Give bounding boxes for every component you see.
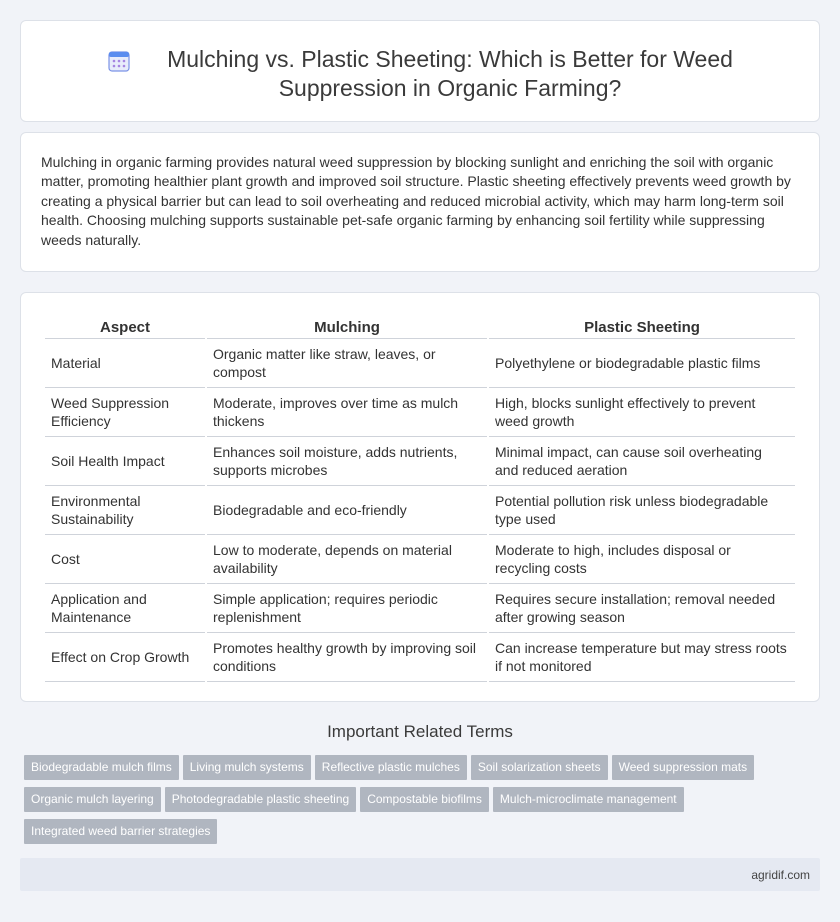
cell-mulching: Biodegradable and eco-friendly bbox=[207, 486, 487, 535]
related-term-tag[interactable]: Living mulch systems bbox=[183, 755, 311, 780]
cell-plastic: High, blocks sunlight effectively to prevent weed growth bbox=[489, 388, 795, 437]
cell-mulching: Moderate, improves over time as mulch thickens bbox=[207, 388, 487, 437]
related-term-tag[interactable]: Soil solarization sheets bbox=[471, 755, 608, 780]
table-row bbox=[45, 339, 795, 388]
related-term-tag[interactable]: Integrated weed barrier strategies bbox=[24, 819, 217, 844]
table-row bbox=[45, 486, 795, 535]
cell-plastic: Moderate to high, includes disposal or recycling costs bbox=[489, 535, 795, 584]
cell-plastic: Polyethylene or biodegradable plastic films bbox=[489, 339, 795, 388]
footer-site-link[interactable]: agridif.com bbox=[751, 868, 810, 882]
cell-mulching: Organic matter like straw, leaves, or compost bbox=[207, 339, 487, 388]
footer bbox=[20, 858, 820, 891]
related-terms-list bbox=[24, 755, 814, 851]
cell-aspect: Effect on Crop Growth bbox=[45, 633, 205, 682]
comparison-table bbox=[43, 313, 797, 682]
cell-aspect: Soil Health Impact bbox=[45, 437, 205, 486]
cell-mulching: Low to moderate, depends on material availability bbox=[207, 535, 487, 584]
related-term-tag[interactable]: Weed suppression mats bbox=[612, 755, 755, 780]
page-title: Mulching vs. Plastic Sheeting: Which is Better for Weed Suppression in Organic Farming? bbox=[167, 46, 733, 101]
cell-plastic: Minimal impact, can cause soil overheating and reduced aeration bbox=[489, 437, 795, 486]
related-term-tag[interactable]: Reflective plastic mulches bbox=[315, 755, 467, 780]
cell-aspect: Application and Maintenance bbox=[45, 584, 205, 633]
cell-aspect: Weed Suppression Efficiency bbox=[45, 388, 205, 437]
intro-paragraph: Mulching in organic farming provides natural weed suppression by blocking sunlight and enriching the soil with organic matter, promoting healthier plant growth and improved soil structure. Plastic sheeting effectively prevents weed growth by creating a physical barrier but can lead to soil overheating and reduced microbial activity, which may harm long-term soil health. Choosing mulching supports sustainable pet-safe organic farming by enhancing soil fertility while suppressing weeds naturally. bbox=[41, 154, 791, 248]
related-terms-title: Important Related Terms bbox=[327, 722, 513, 741]
related-term-tag[interactable]: Organic mulch layering bbox=[24, 787, 161, 812]
table-row bbox=[45, 584, 795, 633]
comparison-card bbox=[20, 292, 820, 702]
calendar-icon bbox=[107, 49, 131, 73]
cell-mulching: Enhances soil moisture, adds nutrients, supports microbes bbox=[207, 437, 487, 486]
table-header-row bbox=[45, 313, 795, 339]
table-row bbox=[45, 437, 795, 486]
cell-aspect: Environmental Sustainability bbox=[45, 486, 205, 535]
cell-mulching: Promotes healthy growth by improving soil conditions bbox=[207, 633, 487, 682]
table-row bbox=[45, 633, 795, 682]
related-term-tag[interactable]: Photodegradable plastic sheeting bbox=[165, 787, 356, 812]
header-card bbox=[20, 20, 820, 122]
cell-plastic: Potential pollution risk unless biodegradable type used bbox=[489, 486, 795, 535]
related-term-tag[interactable]: Biodegradable mulch films bbox=[24, 755, 179, 780]
cell-aspect: Material bbox=[45, 339, 205, 388]
table-row bbox=[45, 535, 795, 584]
intro-card bbox=[20, 132, 820, 272]
related-term-tag[interactable]: Mulch-microclimate management bbox=[493, 787, 684, 812]
header-aspect: Aspect bbox=[45, 313, 205, 339]
table-row bbox=[45, 388, 795, 437]
related-term-tag[interactable]: Compostable biofilms bbox=[360, 787, 489, 812]
cell-plastic: Can increase temperature but may stress roots if not monitored bbox=[489, 633, 795, 682]
cell-mulching: Simple application; requires periodic replenishment bbox=[207, 584, 487, 633]
header-plastic-sheeting: Plastic Sheeting bbox=[489, 313, 795, 339]
header-mulching: Mulching bbox=[207, 313, 487, 339]
cell-plastic: Requires secure installation; removal needed after growing season bbox=[489, 584, 795, 633]
cell-aspect: Cost bbox=[45, 535, 205, 584]
